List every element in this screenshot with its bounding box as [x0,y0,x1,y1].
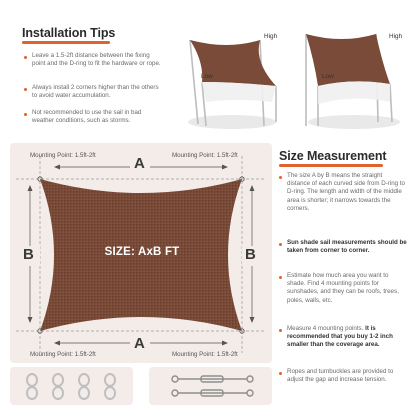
diagram2-high-label: High [389,33,403,40]
size-note-4-bold: It is recommended that you buy 1-2 inch smaller than the coverage area. [287,325,393,349]
install-tip-2: Always install 2 corners higher than the others to avoid water accumulation. [32,84,159,100]
turnbuckles-image [149,367,272,405]
mounting-point-bottom-left: Mounting Point: 1.5ft-2ft [30,351,96,358]
bullet-dot [24,56,27,59]
mounting-point-top-right: Mounting Point: 1.5ft-2ft [172,152,238,159]
size-label: SIZE: AxB FT [104,246,180,258]
size-note-1: The size A by B means the straight distance of each curved side from D-ring to D-ring. The length and width of the middle area is shorter; it narrows towards the corners. [287,172,405,212]
installation-tips-title: Installation Tips [22,26,116,40]
accessory-box-turnbuckles [149,367,272,405]
title-underline [279,164,383,167]
size-measurement-title: Size Measurement [279,149,387,163]
size-note-4-plain: Measure 4 mounting points. [287,325,364,332]
bullet-dot [279,176,282,179]
dimension-b-left: B [23,246,34,263]
size-note-5: Ropes and turnbuckles are provided to adjust the gap and increase tension. [287,368,394,384]
dimension-a-top: A [134,155,145,172]
d-ring-hooks-image [10,367,133,405]
size-note-4 [287,325,407,350]
bullet-dot [24,88,27,91]
mounting-point-bottom-right: Mounting Point: 1.5ft-2ft [172,351,238,358]
size-note-2: Sun shade sail measurements should be taken from corner to corner. [287,239,407,255]
dimension-b-right: B [245,246,256,263]
dimension-a-bottom: A [134,335,145,352]
diagram1-high-label: High [264,33,278,40]
mounting-point-top-left: Mounting Point: 1.5ft-2ft [30,152,96,159]
title-underline [22,41,110,44]
accessory-box-hooks [10,367,133,405]
diagram1-low-label: Low [201,73,213,80]
bullet-dot [279,276,282,279]
bullet-dot [24,113,27,116]
bullet-dot [279,372,282,375]
install-tip-3: Not recommended to use the sail in bad weather conditions, such as storms. [32,109,142,125]
size-note-3: Estimate how much area you want to shade. Find 4 mounting points for sunshades, and they can be roofs, trees, poles, walls, etc. [287,272,399,304]
bullet-dot [279,243,282,246]
diagram2-low-label: Low [322,73,334,80]
bullet-dot [279,329,282,332]
install-tip-1: Leave a 1.5-2ft distance between the fixing point and the D-ring to fit the hardware or rope. [32,52,161,68]
